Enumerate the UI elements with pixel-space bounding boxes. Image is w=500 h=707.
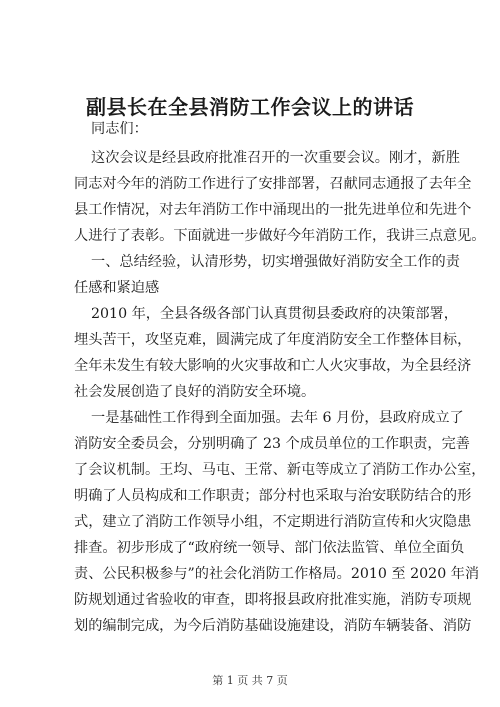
paragraph-line: 社会发展创造了良好的消防安全环境。 <box>74 384 316 400</box>
paragraph-line: 2010 年，全县各级各部门认真贯彻县委政府的决策部署， <box>91 306 458 322</box>
salutation: 同志们： <box>91 121 148 137</box>
section-heading-line: 一、总结经验，认清形势，切实增强做好消防安全工作的责 <box>91 254 460 270</box>
document-title: 副县长在全县消防工作会议上的讲话 <box>86 95 414 119</box>
paragraph-line: 同志对今年的消防工作进行了安排部署，召献同志通报了去年全 <box>74 176 472 192</box>
paragraph-line: 排查。初步形成了“政府统一领导、部门依法监管、单位全面负 <box>74 540 465 556</box>
paragraph-line: 划的编制完成，为今后消防基础设施建设，消防车辆装备、消防 <box>74 618 472 634</box>
paragraph-line: 了会议机制。王均、马屯、王常、新屯等成立了消防工作办公室， <box>74 462 486 478</box>
paragraph-line: 明确了人员构成和工作职责；部分村也采取与治安联防结合的形 <box>74 488 472 504</box>
paragraph-line: 责、公民积极参与”的社会化消防工作格局。2010 至 2020 年消 <box>74 566 480 582</box>
paragraph-line: 全年未发生有较大影响的火灾事故和亡人火灾事故，为全县经济 <box>74 358 472 374</box>
paragraph-line: 一是基础性工作得到全面加强。去年 6 月份，县政府成立了 <box>91 410 464 426</box>
paragraph-line: 消防安全委员会，分别明确了 23 个成员单位的工作职责，完善 <box>74 436 470 452</box>
page-footer: 第 1 页 共 7 页 <box>212 674 288 687</box>
paragraph-line: 这次会议是经县政府批准召开的一次重要会议。刚才，新胜 <box>91 150 460 166</box>
paragraph-line: 埋头苦干，攻坚克难，圆满完成了年度消防安全工作整体目标， <box>74 332 472 348</box>
paragraph-line: 人进行了表彰。下面就进一步做好今年消防工作，我讲三点意见。 <box>74 228 486 244</box>
paragraph-line: 式，建立了消防工作领导小组，不定期进行消防宣传和火灾隐患 <box>74 514 472 530</box>
paragraph-line: 县工作情况，对去年消防工作中涌现出的一批先进单位和先进个 <box>74 202 472 218</box>
section-heading-line: 任感和紧迫感 <box>74 280 160 296</box>
paragraph-line: 防规划通过省验收的审查，即将报县政府批准实施，消防专项规 <box>74 592 472 608</box>
